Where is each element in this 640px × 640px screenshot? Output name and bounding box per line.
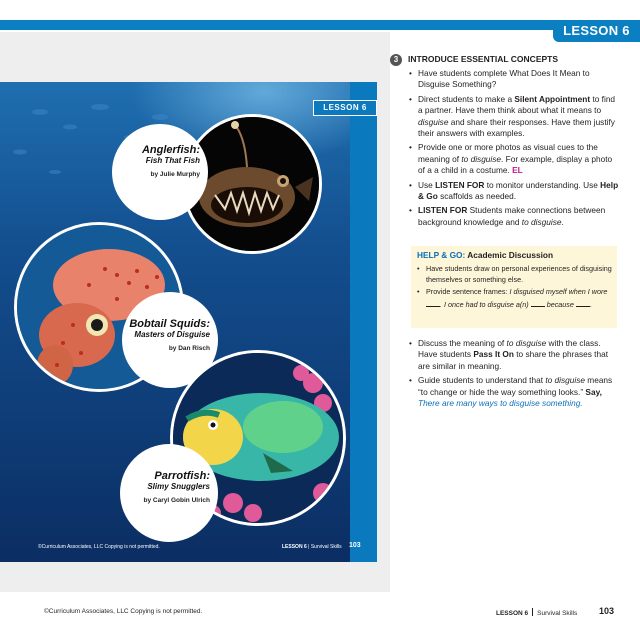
footer-page-number: 103 [599,606,615,616]
student-page-copyright: ©Curriculum Associates, LLC Copying is not permitted. [38,544,160,550]
parrotfish-title-circle [120,444,218,542]
anglerfish-title-circle [112,124,208,220]
el-badge: EL [512,165,523,176]
list-item: • Have students complete What Does It Mean to Disguise Something? [409,68,621,91]
help-and-go-title: HELP & GO: Academic Discussion [417,250,554,260]
bobtail-squid-title: Bobtail Squids: [129,318,210,330]
student-page-footer-unit: Survival Skills [310,544,342,550]
parrotfish-title: Parrotfish: [154,470,210,482]
list-item: • Guide students to understand that to disguise means “to change or hide the way something looks.” Say, There are many ways to disguise something. [409,375,621,409]
step-number-badge: 3 [390,54,402,66]
list-item: • Direct students to make a Silent Appointment to find a partner. Have them think about what it means to disguise and share their responses. Have them justify their answers with examples. [409,94,621,140]
footer-lesson: LESSON 6 Survival Skills [496,610,578,617]
anglerfish-author: by Julie Murphy [150,171,200,178]
student-page-footer-lesson-label: LESSON 6 [282,544,307,550]
footer-copyright: ©Curriculum Associates, LLC Copying is not permitted. [44,608,203,615]
top-banner [0,20,640,30]
list-item: • Provide sentence frames: I disguised myself when I wore . I once had to disguise a(n) because . [417,287,613,310]
section-title: INTRODUCE ESSENTIAL CONCEPTS [408,54,559,64]
student-page-footer-lesson: LESSON 6 | Survival Skills [282,544,342,550]
student-page-image [0,82,377,562]
list-item: • Use LISTEN FOR to monitor understanding. Use Help & Go scaffolds as needed. [409,180,621,203]
parrotfish-subtitle: Slimy Snugglers [147,482,210,491]
parrotfish-author: by Caryl Gobin Ulrich [143,497,210,504]
list-item: • Discuss the meaning of to disguise with the class. Have students Pass It On to share the phrases that are similar in meaning. [409,338,621,372]
anglerfish-subtitle: Fish That Fish [145,156,200,165]
list-item: • Have students draw on personal experiences of disguising themselves or something else. [417,264,613,285]
concepts-list [409,68,621,231]
concepts-list-continued [409,338,621,412]
anglerfish-title: Anglerfish: [141,144,200,156]
bobtail-squid-subtitle: Masters of Disguise [134,330,210,339]
lesson-tab: LESSON 6 [553,20,640,42]
help-and-go-list [417,264,613,312]
student-page-number: 103 [349,542,361,549]
bobtail-squid-author: by Dan Risch [168,345,210,352]
list-item: • LISTEN FOR Students make connections between background knowledge and to disguise. [409,205,621,228]
list-item: • Provide one or more photos as visual cues to the meaning of to disguise. For example, display a photo of a a child in a costume. EL [409,142,621,176]
student-page-lesson-tab: LESSON 6 [313,100,377,116]
